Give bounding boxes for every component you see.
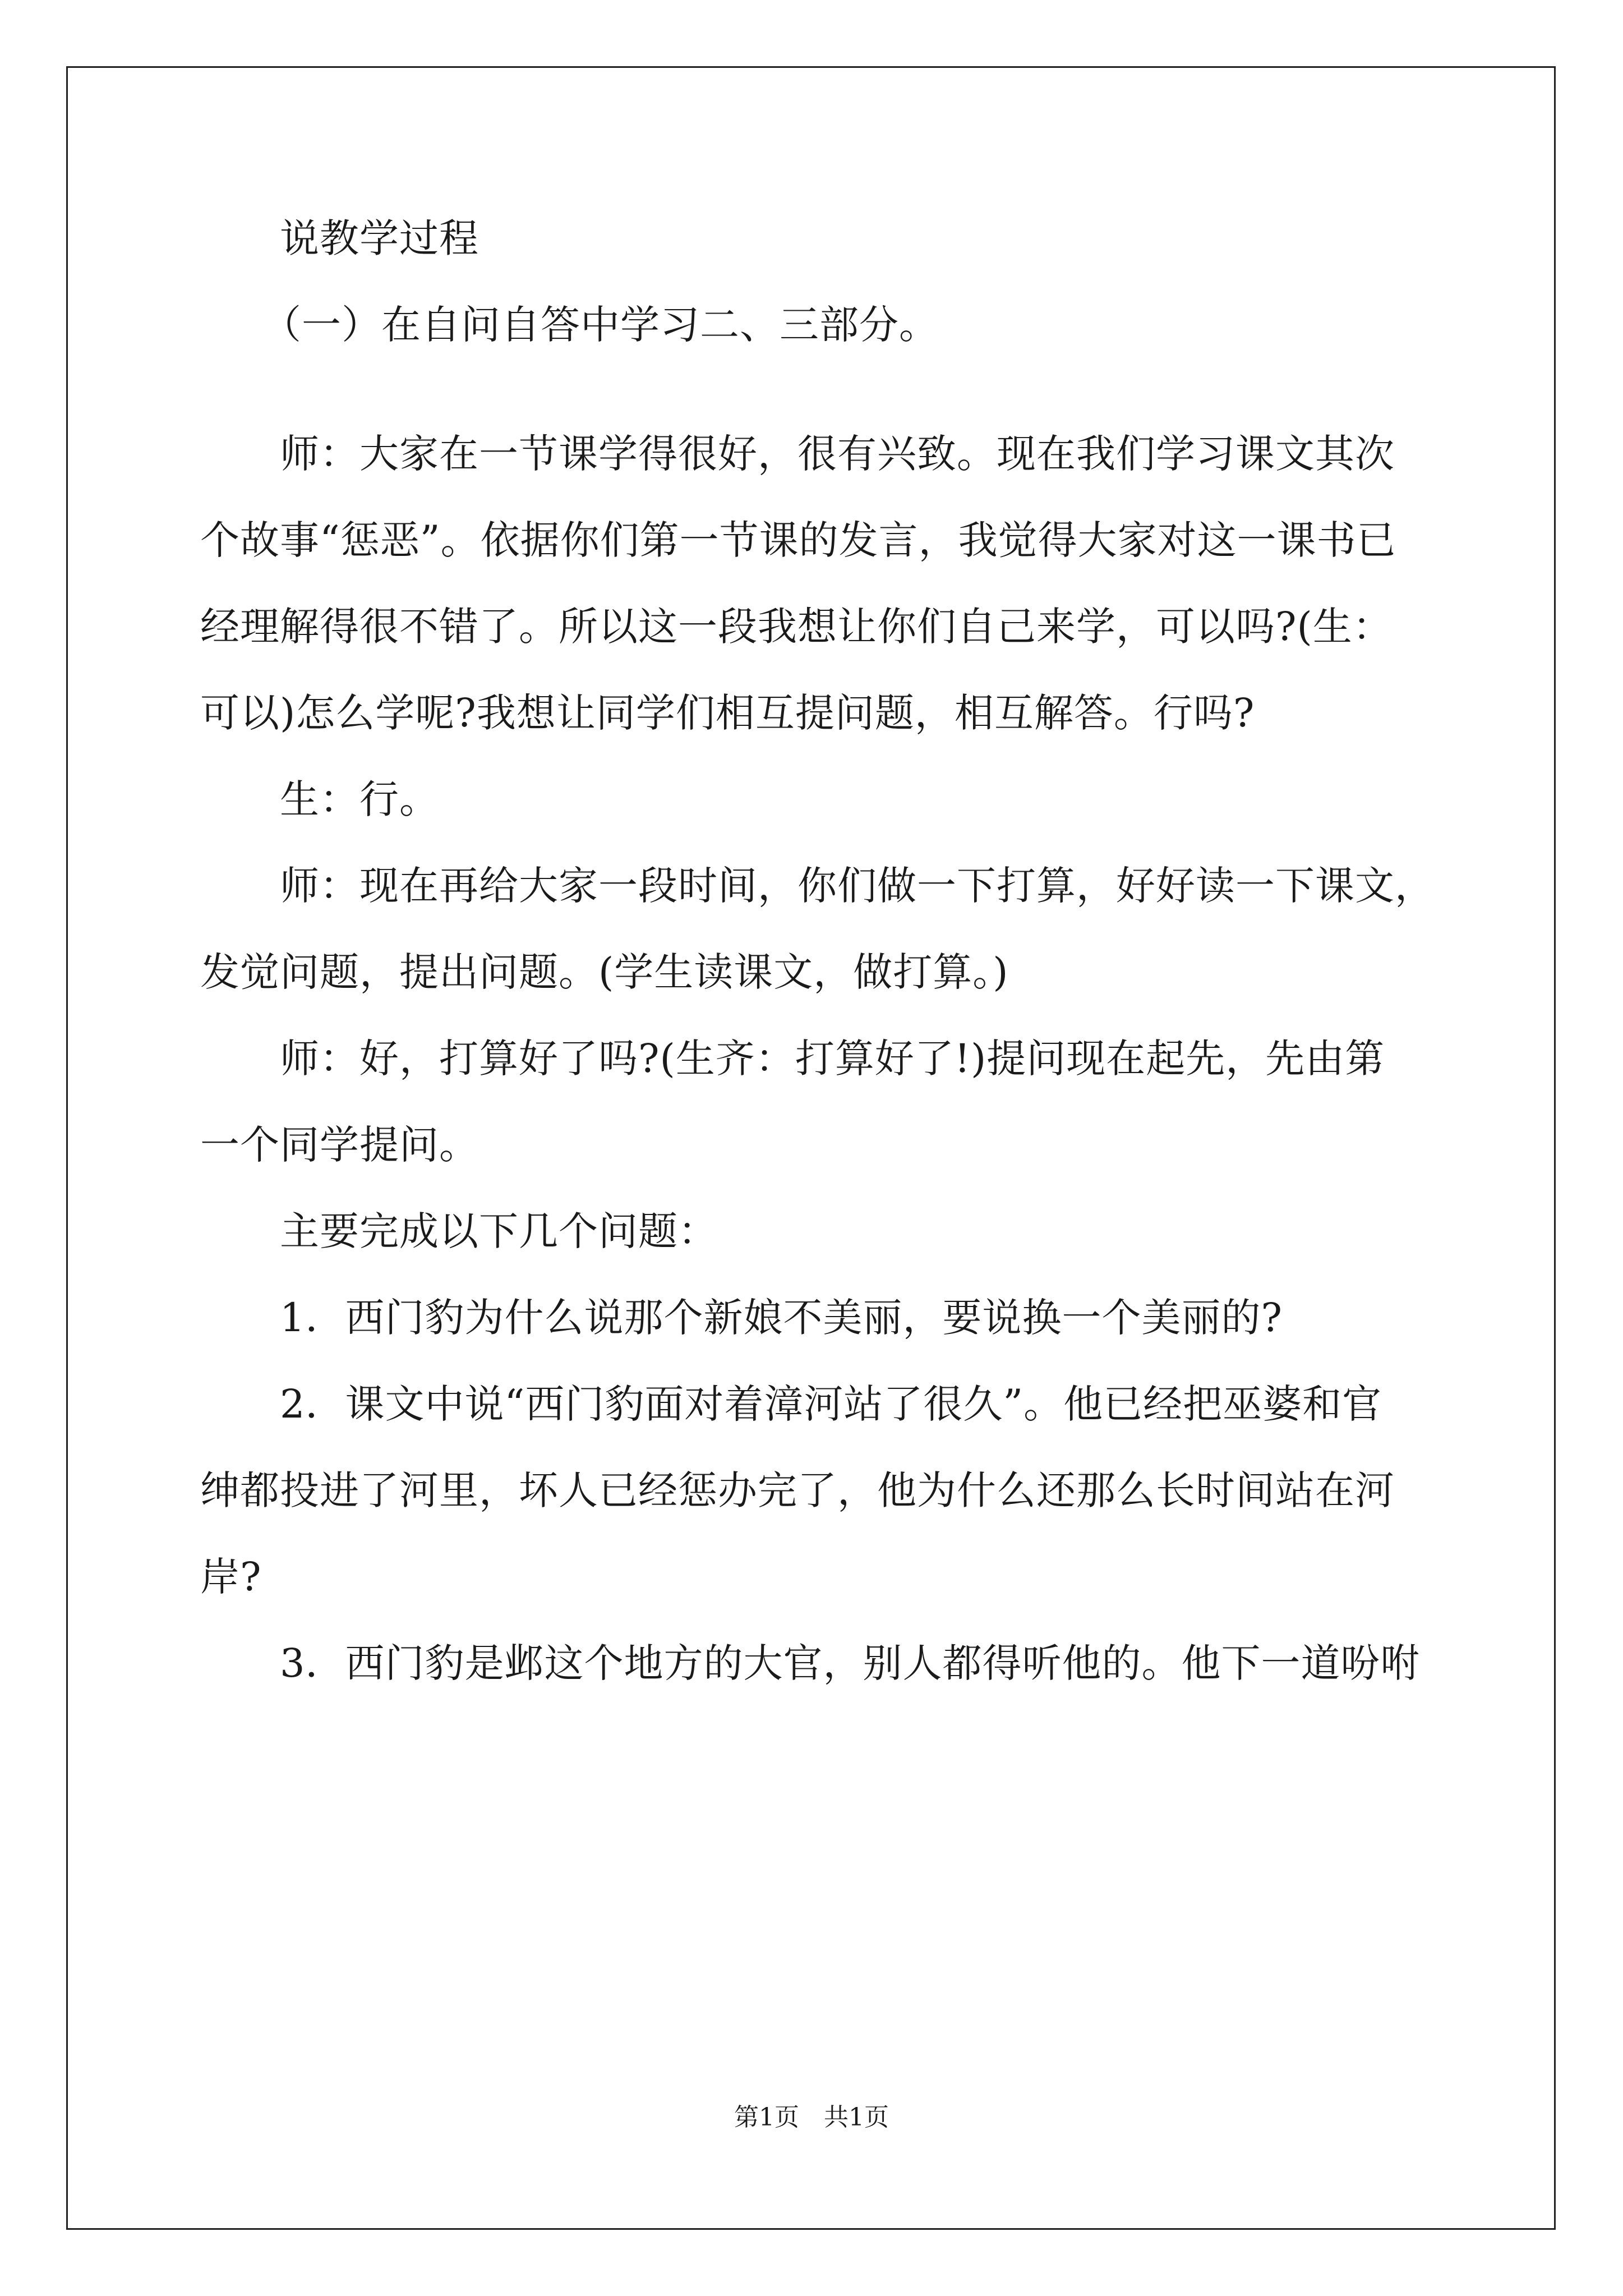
paragraph-line: 主要完成以下几个问题：	[280, 1208, 718, 1254]
paragraph-line: 师：好，打算好了吗?(生齐：打算好了!)提问现在起先，先由第	[280, 1036, 1385, 1082]
paragraph-line: 师：大家在一节课学得很好，很有兴致。现在我们学习课文其次	[280, 431, 1395, 477]
paragraph-line: 师：现在再给大家一段时间，你们做一下打算，好好读一下课文，	[280, 863, 1435, 909]
list-item: 2．课文中说“西门豹面对着漳河站了很久”。他已经把巫婆和官	[280, 1381, 1382, 1427]
paragraph-line: 一个同学提问。	[200, 1122, 479, 1168]
list-item: 3．西门豹是邺这个地方的大官，别人都得听他的。他下一道吩咐	[280, 1640, 1421, 1686]
paragraph-line: 个故事“惩恶”。依据你们第一节课的发言，我觉得大家对这一课书已	[200, 517, 1396, 563]
paragraph-line: （一）在自问自答中学习二、三部分。	[262, 302, 939, 348]
paragraph-line: 生：行。	[280, 776, 439, 822]
paragraph-line: 可以)怎么学呢?我想让同学们相互提问题，相互解答。行吗?	[200, 690, 1255, 736]
list-item: 1．西门豹为什么说那个新娘不美丽，要说换一个美丽的?	[280, 1295, 1283, 1341]
paragraph-line: 经理解得很不错了。所以这一段我想让你们自己来学，可以吗?(生：	[200, 604, 1393, 650]
paragraph-line: 发觉问题，提出问题。(学生读课文，做打算。)	[200, 949, 1009, 995]
paragraph-line: 绅都投进了河里，坏人已经惩办完了，他为什么还那么长时间站在河	[200, 1467, 1395, 1513]
section-heading: 说教学过程	[280, 215, 479, 261]
paragraph-line: 岸?	[200, 1554, 262, 1600]
page-footer: 第1页 共1页	[734, 2103, 889, 2132]
